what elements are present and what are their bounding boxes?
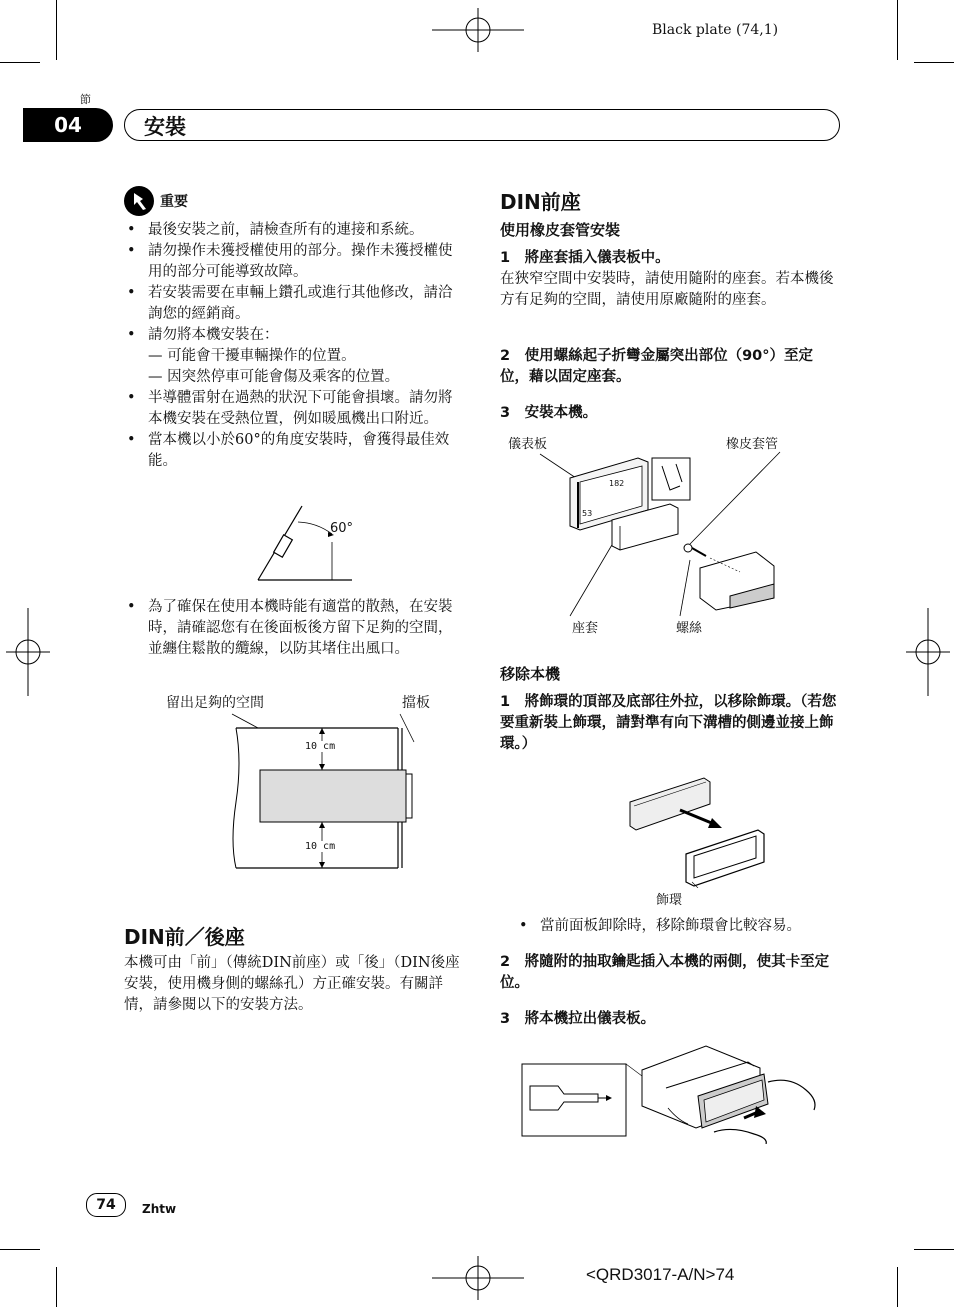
remove-step-1: 1 將飾環的頂部及底部往外拉，以移除飾環。（若您要重新裝上飾環，請對準有向下溝槽的側邊並接上飾環。） (500, 694, 837, 752)
crop-mark (897, 0, 898, 60)
angle-figure (254, 502, 364, 586)
heat-list (124, 597, 460, 660)
registration-mark-top (432, 8, 524, 52)
remove-unit-heading: 移除本機 (500, 665, 561, 683)
sub-item: — 可能會干擾車輛操作的位置。 (148, 348, 356, 364)
clearance-bottom-label: 10 cm (305, 841, 336, 852)
language-code: Zhtw (142, 1202, 177, 1216)
din-front-rear-text: 本機可由「前」（傳統DIN前座）或「後」（DIN後座安裝，使用機身側的螺絲孔）方正確安裝。有關詳情，請參閱以下的安裝方法。 (124, 955, 460, 1013)
list-item: • 當前面板卸除時，移除飾環會比較容易。 (519, 918, 801, 934)
fig-label-bushing: 橡皮套管 (726, 437, 779, 452)
list-item: • 最後安裝之前，請檢查所有的連接和系統。 (127, 222, 424, 238)
remove-note-list (516, 916, 846, 937)
plate-label: Black plate (74,1) (652, 22, 779, 38)
din-front-rear-title: DIN前／後座 (124, 925, 245, 949)
fig-label-sleeve: 座套 (572, 621, 599, 636)
section-title: 安裝 (144, 115, 186, 139)
din-front-title: DIN前座 (500, 190, 581, 214)
list-item: • 若安裝需要在車輛上鑽孔或進行其他修改，請洽詢您的經銷商。 (127, 285, 453, 322)
document-code: <QRD3017-A/N>74 (586, 1265, 735, 1284)
important-title: 重要 (160, 194, 188, 210)
section-title-bar (124, 109, 840, 141)
step-3: 3 安裝本機。 (500, 405, 598, 421)
crop-mark (0, 62, 40, 63)
crop-mark (56, 1267, 57, 1307)
sub-item: — 因突然停車可能會傷及乘客的位置。 (148, 369, 400, 385)
registration-mark-left (6, 608, 50, 696)
important-list (124, 220, 460, 472)
section-number: 04 (23, 108, 113, 142)
clearance-top-label: 10 cm (305, 741, 336, 752)
panel-label: 擋板 (402, 695, 430, 711)
step-1: 1 將座套插入儀表板中。 (500, 250, 670, 266)
fig-label-dashboard: 儀表板 (508, 437, 548, 452)
list-item: • 當本機以小於60°的角度安裝時，會獲得最佳效能。 (127, 432, 450, 469)
section-label: 節 (80, 93, 91, 106)
list-item: • 請勿操作未獲授權使用的部分。操作未獲授權使用的部分可能導致故障。 (127, 243, 453, 280)
angle-label: 60° (330, 521, 354, 536)
space-label: 留出足夠的空間 (166, 695, 264, 711)
list-item: • 半導體雷射在過熱的狀況下可能會損壞。請勿將本機安裝在受熱位置，例如暖風機出口附近。 (127, 390, 453, 427)
trim-ring-figure (624, 770, 770, 888)
step-2: 2 使用螺絲起子折彎金屬突出部位（90°）至定位，藉以固定座套。 (500, 348, 814, 385)
remove-step-3: 3 將本機拉出儀表板。 (500, 1011, 656, 1027)
fig-label-screw: 螺絲 (676, 621, 703, 636)
remove-step-2: 2 將隨附的抽取鑰匙插入本機的兩側，使其卡至定位。 (500, 954, 830, 991)
step-1-text: 在狹窄空間中安裝時，請使用隨附的座套。若本機後方有足夠的空間，請使用原廠隨附的座套。 (500, 271, 834, 308)
crop-mark (897, 1267, 898, 1307)
fig-dim-182: 182 (609, 479, 625, 488)
bushing-install-heading: 使用橡皮套管安裝 (500, 221, 621, 239)
page-number: 74 (86, 1193, 126, 1217)
registration-mark-right (906, 608, 950, 696)
fig-dim-53: 53 (582, 509, 593, 518)
crop-mark (0, 1249, 40, 1250)
install-figure (530, 448, 790, 618)
list-item: • 請勿將本機安裝在： — 可能會干擾車輛操作的位置。 — 因突然停車可能會傷及乘客的位置。 (124, 325, 460, 388)
fig-label-trim: 飾環 (656, 893, 683, 908)
crop-mark (914, 62, 954, 63)
crop-mark (914, 1249, 954, 1250)
registration-mark-bottom (432, 1256, 524, 1300)
extraction-figure (518, 1040, 824, 1144)
important-icon (124, 186, 154, 216)
list-item: • 為了確保在使用本機時能有適當的散熱，在安裝時，請確認您有在後面板後方留下足夠的空間，並纏住鬆散的纜線，以防其堵住出風口。 (127, 599, 453, 657)
crop-mark (56, 0, 57, 60)
